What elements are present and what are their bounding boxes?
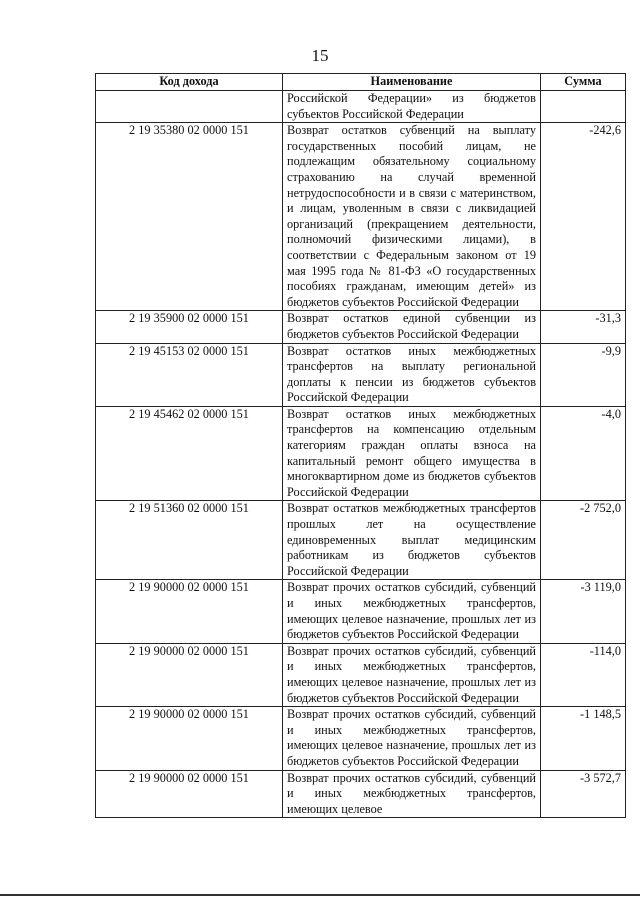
cell-code: 2 19 51360 02 0000 151 <box>96 501 283 580</box>
page-bottom-rule <box>0 894 640 896</box>
cell-name: Возврат прочих остатков субсидий, субвенций и иных межбюджетных трансфертов, имеющих целевое <box>283 770 541 818</box>
cell-amount: -4,0 <box>541 406 626 501</box>
cell-amount <box>541 91 626 123</box>
cell-code: 2 19 90000 02 0000 151 <box>96 643 283 706</box>
cell-name: Возврат прочих остатков субсидий, субвенций и иных межбюджетных трансфертов, имеющих целевое назначение, прошлых лет из бюджетов субъектов Российской Федерации <box>283 643 541 706</box>
cell-code: 2 19 90000 02 0000 151 <box>96 707 283 770</box>
cell-amount: -114,0 <box>541 643 626 706</box>
table-row <box>96 707 626 770</box>
cell-code: 2 19 45153 02 0000 151 <box>96 343 283 406</box>
cell-name: Возврат остатков иных межбюджетных трансфертов на выплату региональной доплаты к пенсии из бюджетов субъектов Российской Федерации <box>283 343 541 406</box>
column-header-amount: Сумма <box>541 74 626 91</box>
table-row <box>96 643 626 706</box>
table-row <box>96 580 626 643</box>
page-number: 15 <box>311 46 329 65</box>
cell-code: 2 19 90000 02 0000 151 <box>96 770 283 818</box>
cell-name: Возврат остатков единой субвенции из бюджетов субъектов Российской Федерации <box>283 311 541 343</box>
cell-name: Возврат остатков субвенций на выплату государственных пособий лицам, не подлежащим обязательному социальному страхованию на случай временной нетрудоспособности и в связи с материнством, и лицам, уволенным в связи с ликвидацией организаций (прекращением деятельности, полномочий физическими лицами), в соответствии с Федеральным законом от 19 мая 1995 года № 81-ФЗ «О государственных пособиях гражданам, имеющим детей» из бюджетов субъектов Российской Федерации <box>283 123 541 311</box>
table-header-row <box>96 74 626 91</box>
cell-name: Возврат прочих остатков субсидий, субвенций и иных межбюджетных трансфертов, имеющих целевое назначение, прошлых лет из бюджетов субъектов Российской Федерации <box>283 707 541 770</box>
column-header-name: Наименование <box>283 74 541 91</box>
cell-amount: -242,6 <box>541 123 626 311</box>
cell-code: 2 19 35380 02 0000 151 <box>96 123 283 311</box>
cell-name: Возврат прочих остатков субсидий, субвенций и иных межбюджетных трансфертов, имеющих целевое назначение, прошлых лет из бюджетов субъектов Российской Федерации <box>283 580 541 643</box>
cell-name: Возврат остатков межбюджетных трансфертов прошлых лет на осуществление единовременных выплат медицинским работникам из бюджетов субъектов Российской Федерации <box>283 501 541 580</box>
cell-amount: -9,9 <box>541 343 626 406</box>
table-row <box>96 311 626 343</box>
table-row <box>96 91 626 123</box>
cell-code <box>96 91 283 123</box>
table-row <box>96 123 626 311</box>
cell-name: Возврат остатков иных межбюджетных трансфертов на компенсацию отдельным категориям граждан оплаты взноса на капитальный ремонт общего имущества в многоквартирном доме из бюджетов субъектов Российской Федерации <box>283 406 541 501</box>
cell-code: 2 19 90000 02 0000 151 <box>96 580 283 643</box>
cell-amount: -3 572,7 <box>541 770 626 818</box>
table-row <box>96 501 626 580</box>
cell-name: Российской Федерации» из бюджетов субъектов Российской Федерации <box>283 91 541 123</box>
cell-amount: -31,3 <box>541 311 626 343</box>
cell-amount: -3 119,0 <box>541 580 626 643</box>
cell-code: 2 19 45462 02 0000 151 <box>96 406 283 501</box>
table-row <box>96 343 626 406</box>
income-table <box>95 73 626 818</box>
column-header-code: Код дохода <box>96 74 283 91</box>
cell-code: 2 19 35900 02 0000 151 <box>96 311 283 343</box>
cell-amount: -2 752,0 <box>541 501 626 580</box>
table-row <box>96 406 626 501</box>
table-row <box>96 770 626 818</box>
cell-amount: -1 148,5 <box>541 707 626 770</box>
